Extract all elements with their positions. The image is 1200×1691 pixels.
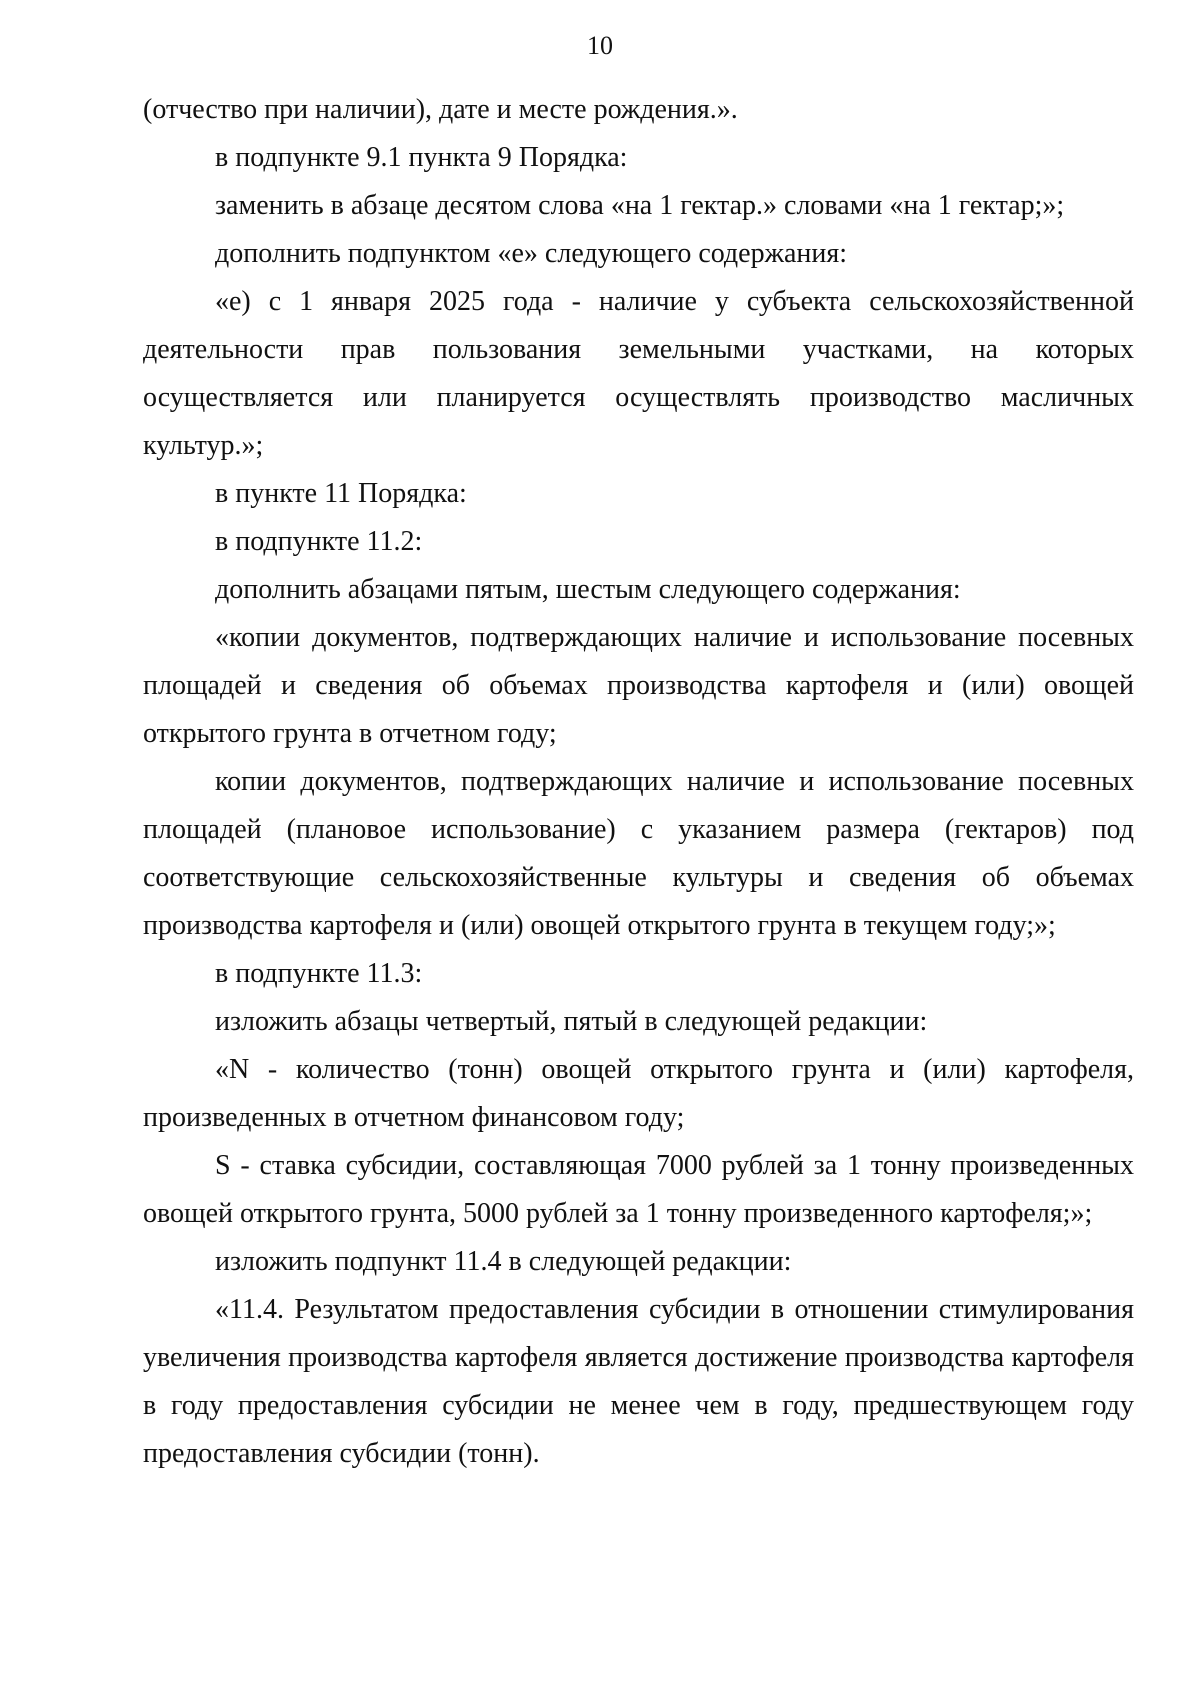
paragraph: (отчество при наличии), дате и месте рождения.». bbox=[143, 94, 738, 125]
paragraph: «е) с 1 января 2025 года - наличие у субъекта сельскохозяйственной деятельности прав пользования земельными участками, на которых осуществляется или планируется осуществлять производство масличных культур.»; bbox=[143, 286, 1134, 461]
paragraph: S - ставка субсидии, составляющая 7000 рублей за 1 тонну произведенных овощей открытого грунта, 5000 рублей за 1 тонну произведенного картофеля;»; bbox=[143, 1150, 1134, 1229]
paragraph: в подпункте 11.3: bbox=[215, 958, 423, 989]
paragraph: изложить абзацы четвертый, пятый в следующей редакции: bbox=[215, 1006, 928, 1037]
paragraph: «копии документов, подтверждающих наличие и использование посевных площадей и сведения об объемах производства картофеля и (или) овощей открытого грунта в отчетном году; bbox=[143, 622, 1134, 749]
paragraph: в подпункте 9.1 пункта 9 Порядка: bbox=[215, 142, 628, 173]
paragraph: копии документов, подтверждающих наличие и использование посевных площадей (плановое использование) с указанием размера (гектаров) под соответствующие сельскохозяйственные культуры и сведения об объемах производства картофеля и (или) овощей открытого грунта в текущем году;»; bbox=[143, 766, 1134, 941]
paragraph: «11.4. Результатом предоставления субсидии в отношении стимулирования увеличения производства картофеля является достижение производства картофеля в году предоставления субсидии не менее чем в году, предшествующем году предоставления субсидии (тонн). bbox=[143, 1294, 1134, 1469]
paragraph: дополнить подпунктом «е» следующего содержания: bbox=[215, 238, 848, 269]
page-number: 10 bbox=[587, 31, 613, 60]
paragraph: в подпункте 11.2: bbox=[215, 526, 423, 557]
paragraph: в пункте 11 Порядка: bbox=[215, 478, 467, 509]
document-body bbox=[143, 86, 1134, 1478]
paragraph: заменить в абзаце десятом слова «на 1 гектар.» словами «на 1 гектар;»; bbox=[215, 190, 1065, 221]
paragraph: изложить подпункт 11.4 в следующей редакции: bbox=[215, 1246, 792, 1277]
paragraph: дополнить абзацами пятым, шестым следующего содержания: bbox=[215, 574, 961, 605]
paragraph: «N - количество (тонн) овощей открытого грунта и (или) картофеля, произведенных в отчетном финансовом году; bbox=[143, 1054, 1134, 1133]
